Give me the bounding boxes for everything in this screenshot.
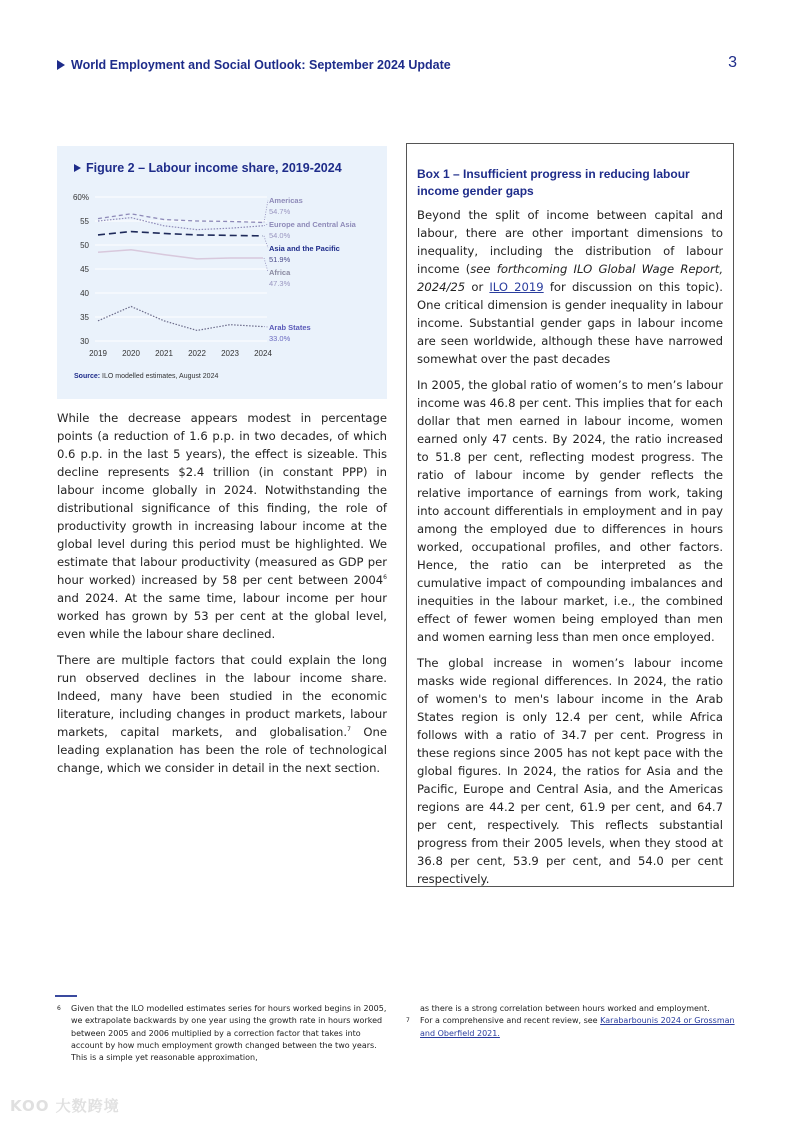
box-paragraph: The global increase in women’s labour income masks wide regional differences. In 2024, the ratio of women's to men's labour income in the Arab States region is only 12.4 per cent, while Africa follows with a ratio of 34.7 per cent. Progress in these regions since 2005 has not kept pace with the global figures. In 2024, the ratios for Asia and the Pacific, Europe and Central Asia, and the Americas regions are 44.2 per cent, 61.9 per cent, and 64.7 per cent, respectively. This reflects substantial progress from their 2005 levels, when they stood at 36.8 per cent, 53.9 per cent, and 54.0 per cent respectively. xyxy=(417,656,723,886)
figure-title-text: Figure 2 – Labour income share, 2019-2024 xyxy=(86,161,342,175)
paragraph xyxy=(57,651,387,777)
page-number: 3 xyxy=(728,54,737,71)
leader-line xyxy=(264,236,268,248)
paragraph-text: and 2024. At the same time, labour income per hour worked has grown by 53 per cent at the global level, even while the labour share declined. xyxy=(57,591,387,641)
running-header xyxy=(57,54,737,76)
leader-line xyxy=(264,224,268,226)
report-title xyxy=(57,58,451,72)
legend-label: Arab States xyxy=(269,323,311,332)
legend-value: 33.0% xyxy=(269,334,291,343)
footnote-number: 7 xyxy=(406,1017,410,1025)
y-tick-label: 50 xyxy=(80,241,89,250)
legend-value: 54.0% xyxy=(269,231,291,240)
legend-value: 47.3% xyxy=(269,279,291,288)
footnote-ref-7[interactable]: 7 xyxy=(347,726,351,734)
footnotes-left xyxy=(57,1003,392,1064)
box-paragraph xyxy=(417,206,723,368)
paragraph-text: While the decrease appears modest in percentage points (a reduction of 1.6 p.p. in two decades, of which 0.6 p.p. in the last 5 years), the effect is sizeable. This decline represents $2.4 trillion (in constant PPP) in labour income globally in 2024. Notwithstanding the distributional significance of this finding, the role of productivity growth in increasing labour income at the global level during this period must be highlighted. We estimate that labour productivity (measured as GDP per hour worked) increased by 58 per cent between 2004 xyxy=(57,411,387,587)
triangle-bullet-icon xyxy=(57,60,65,70)
labour-income-share-chart xyxy=(57,146,387,399)
paragraph-text: or xyxy=(465,280,490,294)
x-tick-label: 2024 xyxy=(254,349,272,358)
box-1 xyxy=(406,143,734,887)
ilo-2019-link[interactable]: ILO 2019 xyxy=(489,280,544,294)
x-tick-label: 2019 xyxy=(89,349,107,358)
x-tick-label: 2020 xyxy=(122,349,140,358)
series-line-europe-and-central-asia xyxy=(98,218,263,230)
y-tick-label: 30 xyxy=(80,337,89,346)
legend-label: Americas xyxy=(269,196,303,205)
source-label: Source: xyxy=(74,373,101,380)
footnote-ref-6[interactable]: 6 xyxy=(383,574,387,582)
x-tick-label: 2021 xyxy=(155,349,173,358)
series-line-asia-and-the-pacific xyxy=(98,232,263,236)
body-left-column xyxy=(57,409,387,785)
leader-line xyxy=(264,200,268,222)
legend-label: Africa xyxy=(269,268,291,277)
box-paragraph: In 2005, the global ratio of women’s to men’s labour income was 46.8 per cent. This implies that for each dollar that men earned in labour income, women earned only 47 cents. By 2024, the ratio increased to 51.8 per cent, reflecting modest progress. The ratio of labour income by gender reflects the relative importance of earnings from work, taking into account differentials in employment and in pay among the employed due to differences in hours worked, occupational profiles, and other factors. Hence, the ratio can be interpreted as the cumulative impact of compounding imbalances and inequities in the labour market, i.e., the combined effect of fewer women being employed than men and women earning less than men once employed. xyxy=(417,378,723,644)
footnote-7 xyxy=(406,1015,736,1040)
legend-value: 54.7% xyxy=(269,207,291,216)
footnote-6-continued: as there is a strong correlation between hours worked and employment. xyxy=(420,1004,710,1013)
paragraph-text: There are multiple factors that could explain the long run observed declines in the labour income share. Indeed, many have been studied in the economic literature, including changes in product markets, labour markets, capital markets, and globalisation. xyxy=(57,653,387,739)
italic-reference: see forthcoming ILO Global Wage Report, 2024/25 xyxy=(417,262,723,294)
paragraph-text: Beyond the split of income between capital and labour, there are other important dimensions to inequality, including the distribution of labour income ( xyxy=(417,208,723,276)
figure-2-panel xyxy=(57,146,387,399)
report-title-text: World Employment and Social Outlook: September 2024 Update xyxy=(71,58,451,72)
paragraph-text: for discussion on this topic). One critical dimension is gender inequality in labour income. Substantial gender gaps in labour income are seen worldwide, although these have narrowed somewhat over the past decades xyxy=(417,280,723,366)
watermark: KOO 大数跨境 xyxy=(10,1097,120,1115)
legend-label: Europe and Central Asia xyxy=(269,220,356,229)
y-tick-label: 55 xyxy=(80,217,89,226)
source-text: ILO modelled estimates, August 2024 xyxy=(100,373,219,380)
legend-value: 51.9% xyxy=(269,255,291,264)
series-line-africa xyxy=(98,250,263,259)
series-line-arab-states xyxy=(98,306,263,330)
footnote-divider xyxy=(55,995,77,997)
paragraph xyxy=(57,409,387,643)
x-tick-label: 2023 xyxy=(221,349,239,358)
footnote-text: For a comprehensive and recent review, see xyxy=(420,1016,601,1026)
y-tick-label: 35 xyxy=(80,313,89,322)
karabarbounis-link[interactable]: Karabarbounis 2024 or Grossman and Oberfield 2021. xyxy=(420,1016,735,1038)
legend-label: Asia and the Pacific xyxy=(269,244,340,253)
figure-source xyxy=(74,373,218,380)
y-tick-label: 40 xyxy=(80,289,89,298)
leader-line xyxy=(264,258,268,272)
paragraph-text: One leading explanation has been the role of technological change, which we consider in detail in the next section. xyxy=(57,725,388,775)
y-tick-label: 60% xyxy=(72,193,89,202)
box-title: Box 1 – Insufficient progress in reducing labour income gender gaps xyxy=(417,167,690,198)
x-tick-label: 2022 xyxy=(188,349,206,358)
footnote-6 xyxy=(57,1003,392,1064)
footnotes-right xyxy=(406,1003,736,1040)
y-tick-label: 45 xyxy=(80,265,89,274)
footnote-text: Given that the ILO modelled estimates series for hours worked begins in 2005, we extrapolate backwards by one year using the growth rate in hours worked between 2005 and 2006 multiplied by a correction factor that takes into account by how much employment growth changed between the two years. This is a simple yet reasonable approximation, xyxy=(71,1004,387,1063)
footnote-number: 6 xyxy=(57,1005,61,1012)
